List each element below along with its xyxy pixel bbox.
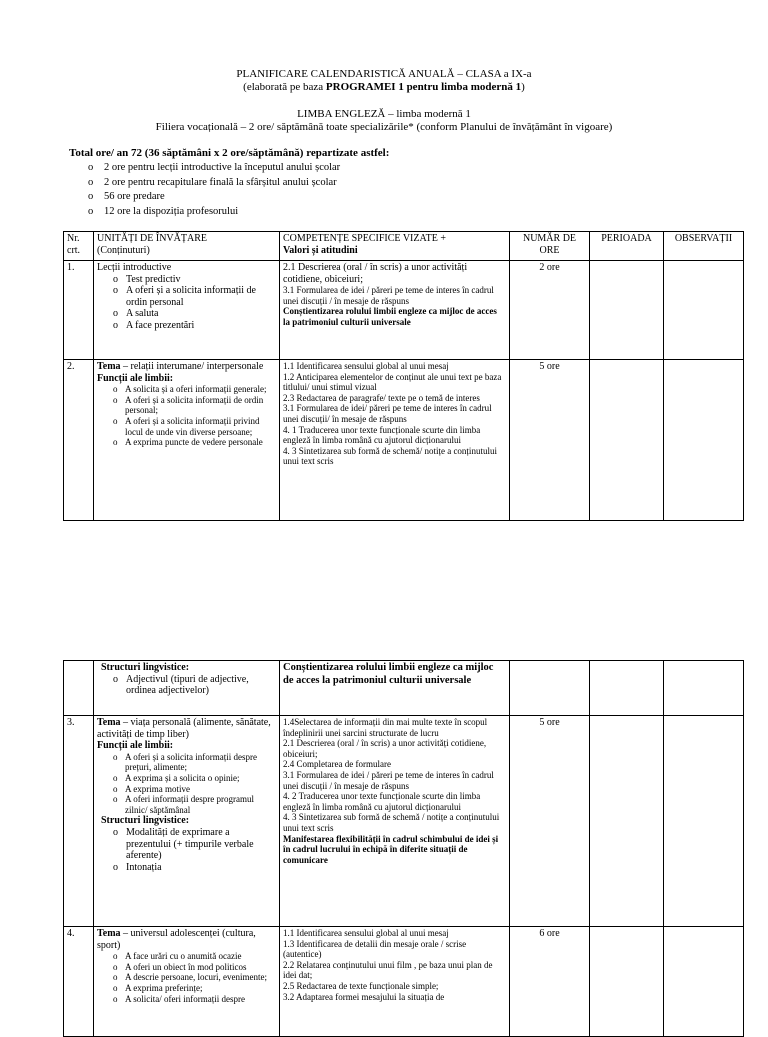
table-row (64, 661, 744, 716)
row-observations (664, 261, 744, 360)
list-item: o Test predictiv (113, 274, 276, 286)
header-observations: OBSERVAȚII (664, 232, 744, 261)
row-competences: 2.1 Descrierea (oral / în scris) a unor activități cotidiene, obiceiuri; 3.1 Formularea de idei / păreri pe teme de interes în cadrul unei discuții / în mesaje de răspuns Conștientizarea rolului limbii engleze ca mijloc de acces la patrimoniul culturii universale (280, 261, 510, 360)
subtitle-prefix: (elaborată pe baza (243, 81, 326, 93)
list-item: o Adjectivul (tipuri de adjective, ordinea adjectivelor) (113, 674, 276, 697)
program-name: PROGRAMEI 1 pentru limba modernă 1 (325, 81, 522, 93)
list-item: o A oferi un obiect în mod politicos (113, 962, 276, 973)
track-line: Filiera vocațională – 2 ore/ săptămână toate specializările* (conform Planului de învățământ în vigoare) (155, 121, 613, 133)
subtitle-suffix: ) (521, 81, 525, 93)
list-item: o A exprima și a solicita o opinie; (113, 773, 276, 784)
row-hours: 6 ore (510, 927, 590, 1037)
document-subtitle (0, 81, 768, 94)
list-item: o A exprima motive (113, 784, 276, 795)
row-hours: 5 ore (510, 360, 590, 521)
list-item: o 56 ore predare (88, 191, 165, 202)
planning-table-page2 (63, 660, 744, 1037)
row-units: Tema – relații interumane/ interpersonale Funcții ale limbii: o A solicita și a oferi informații generale; o A oferi și a solicita informații de ordin personal; o A oferi și a solicita informații privind locul de unde vin diverse persoane; o A exprima puncte de vedere personale (94, 360, 280, 521)
values-attitudes: Conștientizarea rolului limbii engleze ca mijloc de acces la patrimoniul culturii universale (283, 662, 494, 686)
list-item: o A oferi și a solicita informații de ordin personal (113, 285, 276, 308)
planning-table-page1 (63, 231, 744, 521)
row-hours: 5 ore (510, 716, 590, 927)
row-observations (664, 661, 744, 716)
hours-distribution-list (88, 161, 340, 219)
row-competences: 1.4Selectarea de informații din mai multe texte în scopul îndeplinirii unei sarcini structurate de lucru 2.1 Descrierea (oral / în scris) a unor activități cotidiene, obiceiuri; 2.4 Completarea de formulare 3.1 Formularea de idei / păreri pe teme de interes în cadrul unei discuții / în mesaje de răspuns 4. 2 Traducerea unor texte funcționale scurte din limba engleză în limba română cu ajutorul dicționarului 4. 3 Sintetizarea sub formă de schemă / notițe a conținutului unui text scris Manifestarea flexibilității în cadrul schimbului de idei și în cadrul lucrului în echipă în diferite situații de comunicare (280, 716, 510, 927)
row-period (590, 716, 664, 927)
row-hours: 2 ore (510, 261, 590, 360)
row-period (590, 661, 664, 716)
row-units: Lecții introductive o Test predictiv o A oferi și a solicita informații de ordin personal o A saluta o A face prezentări (94, 261, 280, 360)
row-nr (64, 661, 94, 716)
list-item: o 2 ore pentru lecții introductive la începutul anului școlar (88, 162, 341, 173)
list-item: o Intonația (113, 862, 276, 874)
table-row (64, 261, 744, 360)
list-item: o A face urări cu o anumită ocazie (113, 951, 276, 962)
row-observations (664, 716, 744, 927)
header-competences: COMPETENȚE SPECIFICE VIZATE + Valori și atitudini (280, 232, 510, 261)
header-nr: Nr. crt. (64, 232, 94, 261)
list-item: o Modalități de exprimare a prezentului (+ timpurile verbale aferente) (113, 827, 276, 862)
row-competences (280, 661, 510, 716)
row-hours (510, 661, 590, 716)
table-row (64, 716, 744, 927)
list-item: o A oferi informații despre programul zilnic/ săptămânal (113, 794, 276, 815)
list-item: o A oferi și a solicita informații privind locul de unde vin diverse persoane; (113, 416, 276, 437)
list-item: o A oferi și a solicita informații de ordin personal; (113, 395, 276, 416)
row-competences: 1.1 Identificarea sensului global al unui mesaj 1.2 Anticiparea elementelor de conținut ale unui text pe baza titlului/ unui stimul vizual 2.3 Redactarea de paragrafe/ texte pe o temă de interes 3.1 Formularea de idei/ păreri pe teme de interes în cadrul unei discuții/ în mesaje de răspuns 4. 1 Traducerea unor texte funcționale scurte din limba engleză în limba română cu ajutorul dicționarului 4. 3 Sintetizarea sub formă de schemă/ notițe a conținutului unui text scris (280, 360, 510, 521)
row-units: Structuri lingvistice: o Adjectivul (tipuri de adjective, ordinea adjectivelor) (94, 661, 280, 716)
table-row (64, 360, 744, 521)
row-units: Tema – viața personală (alimente, sănătate, activități de timp liber) Funcții ale limbii: o A oferi și a solicita informații despre prețuri, alimente; o A exprima și a solicita o opinie; o A exprima motive o A oferi informații despre programul zilnic/ săptămânal Structuri lingvistice: o Modalități de exprimare a prezentului (+ timpurile verbale aferente) o Intonația (94, 716, 280, 927)
list-item: o A exprima preferințe; (113, 983, 276, 994)
list-item: o A exprima puncte de vedere personale (113, 437, 276, 448)
document-title: PLANIFICARE CALENDARISTICĂ ANUALĂ – CLASA a IX-a (236, 68, 532, 80)
row-period (590, 927, 664, 1037)
table-row (64, 927, 744, 1037)
list-item: o A descrie persoane, locuri, evenimente; (113, 972, 276, 983)
row-nr: 4. (64, 927, 94, 1037)
list-item: o 12 ore la dispoziția profesorului (88, 205, 239, 217)
row-period (590, 261, 664, 360)
header-period: PERIOADA (590, 232, 664, 261)
table-header-row (64, 232, 744, 261)
list-item: o 2 ore pentru recapitulare finală la sfârșitul anului școlar (88, 176, 337, 188)
row-competences: 1.1 Identificarea sensului global al unui mesaj 1.3 Identificarea de detalii din mesaje orale / scrise (autentice) 2.2 Relatarea conținutului unui film , pe baza unui plan de idei dat; 2.5 Redactarea de texte funcționale simple; 3.2 Adaptarea formei mesajului la situația de (280, 927, 510, 1037)
list-item: o A solicita și a oferi informații generale; (113, 384, 276, 395)
subject-line: LIMBA ENGLEZĂ – limba modernă 1 (297, 108, 471, 120)
list-item: o A oferi și a solicita informații despre prețuri, alimente; (113, 752, 276, 773)
header-hours: NUMĂR DE ORE (510, 232, 590, 261)
row-observations (664, 360, 744, 521)
row-observations (664, 927, 744, 1037)
row-nr: 2. (64, 360, 94, 521)
values-attitudes: Conștientizarea rolului limbii engleze ca mijloc de acces la patrimoniul culturii universale (283, 306, 497, 327)
total-hours: Total ore/ an 72 (36 săptămâni x 2 ore/săptămână) repartizate astfel: (69, 147, 390, 159)
row-nr: 3. (64, 716, 94, 927)
values-attitudes: Manifestarea flexibilității în cadrul schimbului de idei și în cadrul lucrului în echipă în diferite situații de comunicare (283, 833, 499, 865)
row-nr: 1. (64, 261, 94, 360)
list-item: o A saluta (113, 308, 276, 320)
list-item: o A face prezentări (113, 320, 276, 332)
header-units: UNITĂȚI DE ÎNVĂȚARE (Conținuturi) (94, 232, 280, 261)
row-period (590, 360, 664, 521)
row-units: Tema – universul adolescenței (cultura, sport) o A face urări cu o anumită ocazie o A oferi un obiect în mod politicos o A descrie persoane, locuri, evenimente; o A exprima preferințe; o A solicita/ oferi informații despre (94, 927, 280, 1037)
list-item: o A solicita/ oferi informații despre (113, 994, 276, 1005)
